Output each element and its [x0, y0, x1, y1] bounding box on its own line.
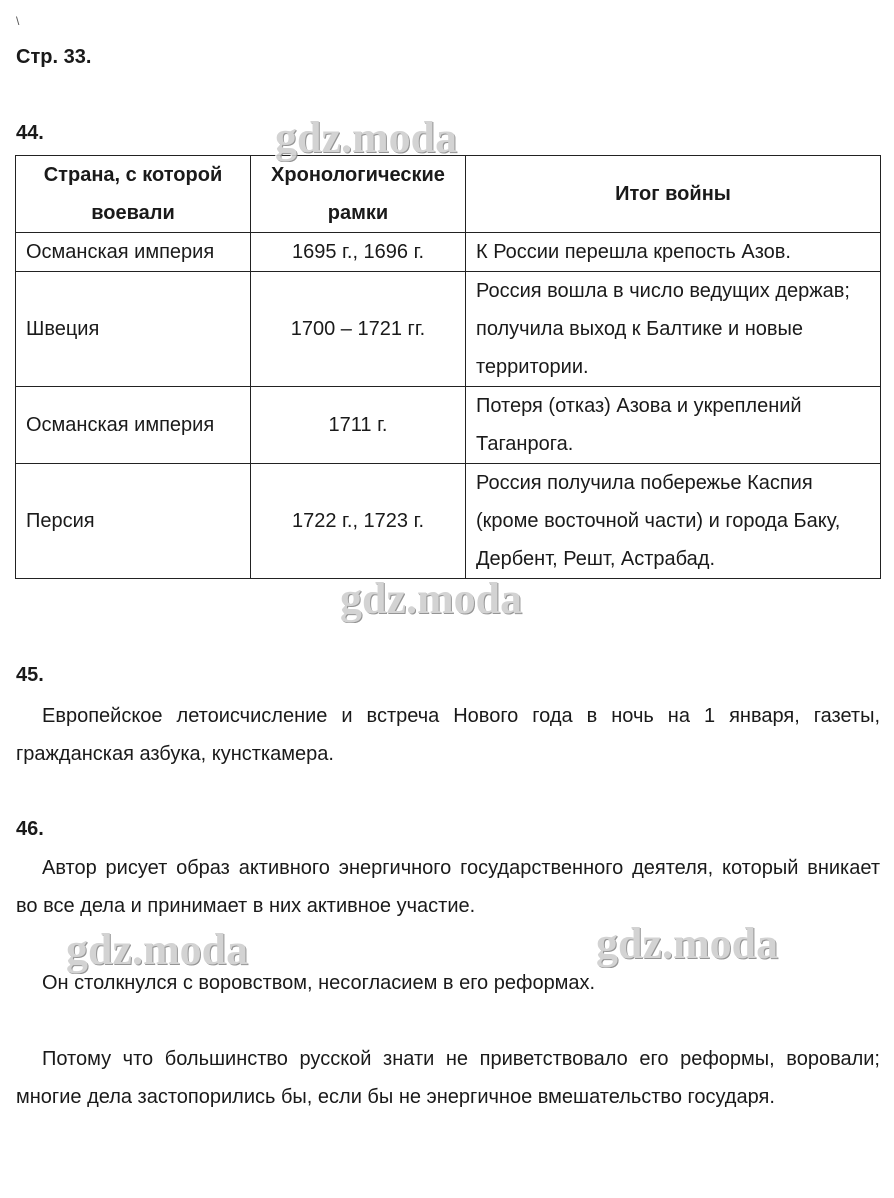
task-46-text-2: Он столкнулся с воровством, несогласием в его реформах.	[42, 972, 596, 994]
watermark: gdz.moda	[340, 574, 523, 623]
task-45-text: Европейское летоисчисление и встреча Нового года в ночь на 1 января, газеты, гражданская азбука, кунсткамера.	[16, 705, 880, 765]
watermark: gdz.moda	[275, 113, 458, 162]
header-country: Страна, с которой воевали	[16, 156, 251, 233]
task-46-text-1: Автор рисует образ активного энергичного государственного деятеля, который вникает во все дела и принимает в них активное участие.	[16, 857, 880, 917]
table-row	[16, 387, 881, 464]
watermark: gdz.moda	[596, 919, 779, 968]
cell-country: Швеция	[16, 272, 251, 387]
cell-country: Османская империя	[16, 233, 251, 272]
cell-result: Россия получила побережье Каспия (кроме восточной части) и города Баку, Дербент, Решт, Астрабад.	[466, 464, 881, 579]
wars-table	[15, 155, 881, 579]
cell-result: Россия вошла в число ведущих держав; получила выход к Балтике и новые территории.	[466, 272, 881, 387]
task-46-paragraph-3	[16, 1040, 880, 1116]
table-row	[16, 272, 881, 387]
cell-period: 1695 г., 1696 г.	[251, 233, 466, 272]
task-46-paragraph-1	[16, 849, 880, 925]
corner-mark: \	[16, 14, 20, 28]
task-45-number: 45.	[16, 664, 44, 686]
task-46-text-3: Потому что большинство русской знати не приветствовало его реформы, воровали; многие дела застопорились бы, если бы не энергичное вмешательство государя.	[16, 1048, 880, 1108]
header-result: Итог войны	[466, 156, 881, 233]
page-label: Стр. 33.	[16, 46, 92, 68]
cell-period: 1700 – 1721 гг.	[251, 272, 466, 387]
watermark: gdz.moda	[66, 925, 249, 974]
task-46-paragraph-2	[16, 964, 880, 1002]
cell-result: Потеря (отказ) Азова и укреплений Таганрога.	[466, 387, 881, 464]
table-row	[16, 233, 881, 272]
cell-result: К России перешла крепость Азов.	[466, 233, 881, 272]
cell-country: Персия	[16, 464, 251, 579]
table-header-row	[16, 156, 881, 233]
task-44-number: 44.	[16, 122, 44, 144]
cell-period: 1711 г.	[251, 387, 466, 464]
cell-period: 1722 г., 1723 г.	[251, 464, 466, 579]
task-45-answer	[16, 697, 880, 773]
table-row	[16, 464, 881, 579]
task-46-number: 46.	[16, 818, 44, 840]
cell-country: Османская империя	[16, 387, 251, 464]
header-period: Хронологические рамки	[251, 156, 466, 233]
